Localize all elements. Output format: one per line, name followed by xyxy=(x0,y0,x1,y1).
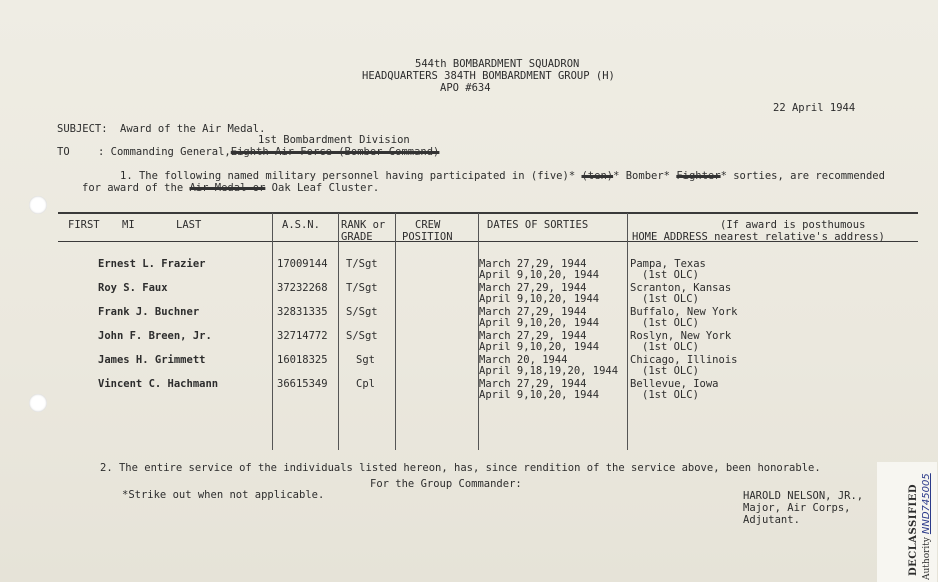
document-date: 22 April 1944 xyxy=(773,102,856,114)
header-crew-1: CREW xyxy=(415,219,441,231)
row-rank: Cpl xyxy=(356,378,375,390)
header-crew-2: POSITION xyxy=(402,231,453,243)
to-label: TO xyxy=(57,146,70,158)
punch-hole-top xyxy=(29,196,47,214)
row-name: Ernest L. Frazier xyxy=(98,258,206,270)
row-dates-march: March 20, 1944 xyxy=(479,354,568,366)
row-dates-april: April 9,10,20, 1944 xyxy=(479,389,600,401)
header-dates: DATES OF SORTIES xyxy=(487,219,589,231)
row-asn: 32714772 xyxy=(277,330,328,342)
row-name: John F. Breen, Jr. xyxy=(98,330,212,342)
row-address: Chicago, Illinois xyxy=(630,354,738,366)
to-struck-text: Eighth Air Force (Bomber Command) xyxy=(230,146,440,158)
para1-part2: * Bomber* xyxy=(613,170,670,182)
row-rank: S/Sgt xyxy=(346,330,378,342)
column-divider-3 xyxy=(395,213,396,450)
row-asn: 16018325 xyxy=(277,354,328,366)
header-mi: MI xyxy=(122,219,135,231)
para1-line2-start: for award of the xyxy=(82,182,184,194)
para1-struck-ten: (ten) xyxy=(581,170,614,182)
row-dates-march: March 27,29, 1944 xyxy=(479,378,587,390)
row-olc: (1st OLC) xyxy=(642,293,699,305)
row-dates-march: March 27,29, 1944 xyxy=(479,306,587,318)
header-address-1: (If award is posthumous xyxy=(720,219,866,231)
stamp-authority-number: NND745005 xyxy=(921,473,932,535)
para1-struck-fighter: Fighter xyxy=(676,170,721,182)
signature-rank: Major, Air Corps, xyxy=(743,502,851,514)
stamp-authority: Authority xyxy=(922,536,932,580)
letterhead-line-3: APO #634 xyxy=(440,82,491,94)
row-name: Vincent C. Hachmann xyxy=(98,378,219,390)
row-olc: (1st OLC) xyxy=(642,317,699,329)
row-dates-april: April 9,10,20, 1944 xyxy=(479,341,600,353)
row-asn: 37232268 xyxy=(277,282,328,294)
signature-name: HAROLD NELSON, JR., xyxy=(743,490,864,502)
row-asn: 36615349 xyxy=(277,378,328,390)
column-divider-1 xyxy=(272,213,273,450)
row-name: James H. Grimmett xyxy=(98,354,206,366)
row-dates-april: April 9,10,20, 1944 xyxy=(479,317,600,329)
row-address: Scranton, Kansas xyxy=(630,282,732,294)
row-olc: (1st OLC) xyxy=(642,389,699,401)
row-rank: T/Sgt xyxy=(346,258,378,270)
row-name: Frank J. Buchner xyxy=(98,306,200,318)
row-dates-march: March 27,29, 1944 xyxy=(479,282,587,294)
group-commander-line: For the Group Commander: xyxy=(370,478,522,490)
row-address: Bellevue, Iowa xyxy=(630,378,719,390)
declassified-stamp-text xyxy=(908,473,932,580)
header-asn: A.S.N. xyxy=(282,219,320,231)
strike-out-note: *Strike out when not applicable. xyxy=(122,489,325,501)
row-dates-april: April 9,10,20, 1944 xyxy=(479,269,600,281)
row-address: Buffalo, New York xyxy=(630,306,738,318)
column-divider-5 xyxy=(627,213,628,450)
header-first: FIRST xyxy=(68,219,100,231)
row-asn: 32831335 xyxy=(277,306,328,318)
stamp-title: DECLASSIFIED xyxy=(908,483,919,576)
header-rank-1: RANK or xyxy=(341,219,386,231)
para1-part3: * sorties, are recommended xyxy=(720,170,885,182)
subject-text: Award of the Air Medal. xyxy=(120,123,266,135)
row-dates-march: March 27,29, 1944 xyxy=(479,330,587,342)
table-top-rule xyxy=(58,212,918,214)
row-rank: S/Sgt xyxy=(346,306,378,318)
letterhead-line-2: HEADQUARTERS 384TH BOMBARDMENT GROUP (H) xyxy=(362,70,615,82)
header-rank-2: GRADE xyxy=(341,231,373,243)
to-recipient: : Commanding General, xyxy=(98,146,231,158)
column-divider-2 xyxy=(338,213,339,450)
row-dates-april: April 9,18,19,20, 1944 xyxy=(479,365,619,377)
to-text xyxy=(98,146,439,158)
paragraph-2: 2. The entire service of the individuals listed hereon, has, since rendition of the service above, been honorable. xyxy=(100,462,821,474)
row-address: Roslyn, New York xyxy=(630,330,732,342)
punch-hole-bottom xyxy=(29,394,47,412)
header-address-2: HOME ADDRESS nearest relative's address) xyxy=(632,231,885,243)
to-insert-text: 1st Bombardment Division xyxy=(258,134,410,146)
signature-title: Adjutant. xyxy=(743,514,800,526)
letterhead-line-1: 544th BOMBARDMENT SQUADRON xyxy=(415,58,580,70)
para1-struck-air-medal: Air Medal or xyxy=(189,182,266,194)
row-olc: (1st OLC) xyxy=(642,365,699,377)
row-rank: Sgt xyxy=(356,354,375,366)
header-last: LAST xyxy=(176,219,202,231)
row-olc: (1st OLC) xyxy=(642,269,699,281)
paragraph-1-line-2 xyxy=(82,182,379,194)
paragraph-1-line-1 xyxy=(120,170,885,182)
para1-line2-end: Oak Leaf Cluster. xyxy=(271,182,380,194)
row-dates-april: April 9,10,20, 1944 xyxy=(479,293,600,305)
row-address: Pampa, Texas xyxy=(630,258,706,270)
row-dates-march: March 27,29, 1944 xyxy=(479,258,587,270)
row-name: Roy S. Faux xyxy=(98,282,168,294)
para1-part1: 1. The following named military personnel having participated in (five)* xyxy=(120,170,576,182)
row-asn: 17009144 xyxy=(277,258,328,270)
subject-label: SUBJECT: xyxy=(57,123,108,135)
row-olc: (1st OLC) xyxy=(642,341,699,353)
row-rank: T/Sgt xyxy=(346,282,378,294)
